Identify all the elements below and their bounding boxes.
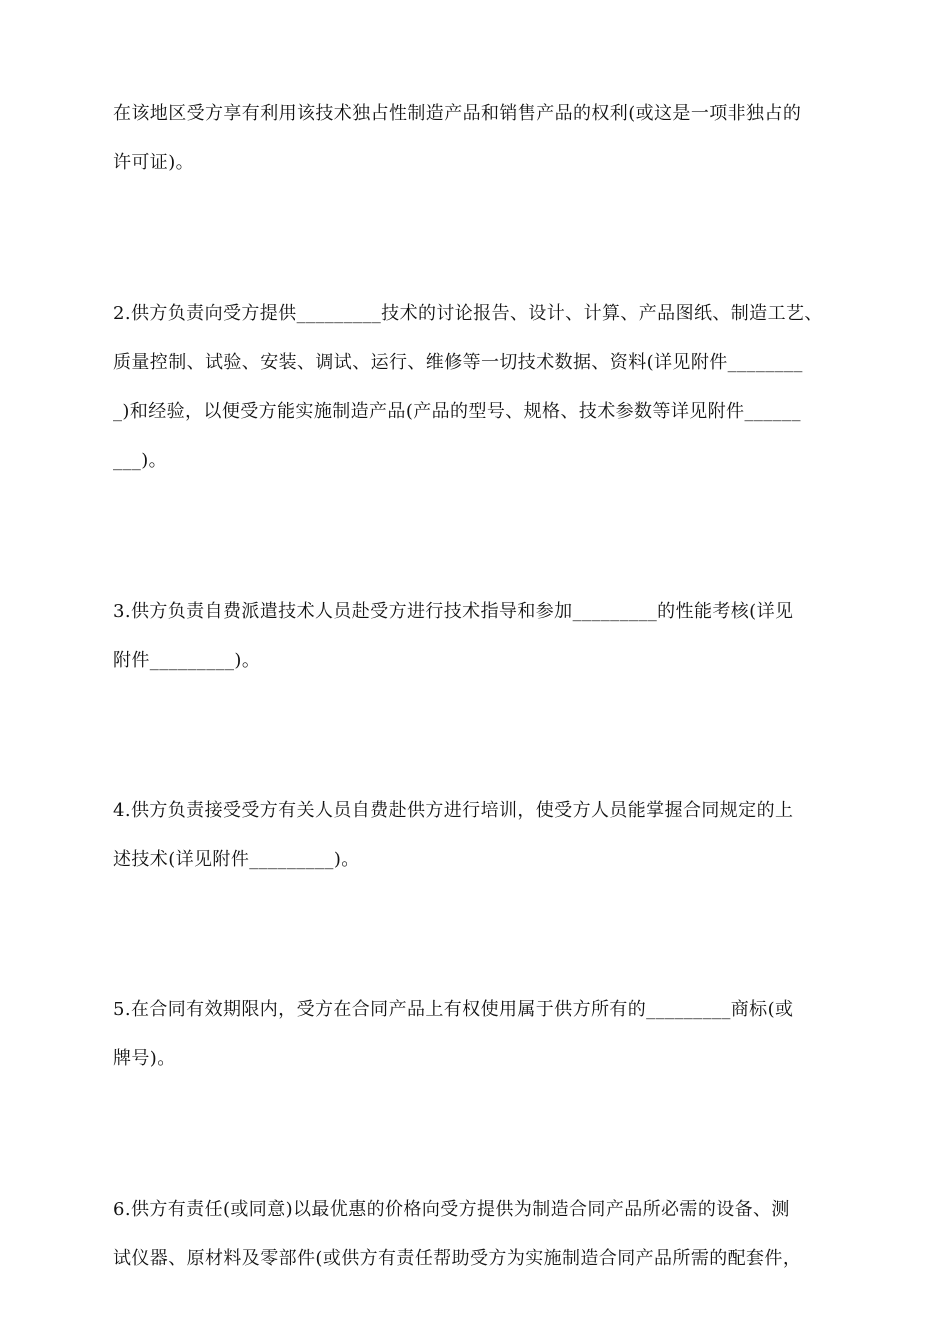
text-line: 牌号)。 bbox=[113, 1048, 176, 1069]
text-line: 许可证)。 bbox=[113, 152, 195, 173]
text-line: 3.供方负责自费派遣技术人员赴受方进行技术指导和参加_________的性能考核(详见 bbox=[113, 601, 794, 622]
text-line: 4.供方负责接受受方有关人员自费赴供方进行培训，使受方人员能掌握合同规定的上 bbox=[113, 800, 794, 821]
text-line: 6.供方有责任(或同意)以最优惠的价格向受方提供为制造合同产品所必需的设备、测 bbox=[113, 1199, 790, 1220]
paragraph-clause-3 bbox=[113, 587, 841, 685]
text-line: 2.供方负责向受方提供_________技术的讨论报告、设计、计算、产品图纸、制造工艺、 bbox=[113, 303, 823, 324]
text-line: ___)。 bbox=[113, 450, 168, 471]
text-line: 在该地区受方享有利用该技术独占性制造产品和销售产品的权利(或这是一项非独占的 bbox=[113, 103, 802, 124]
text-line: 质量控制、试验、安装、调试、运行、维修等一切技术数据、资料(详见附件________ bbox=[113, 352, 803, 373]
text-line: _)和经验，以便受方能实施制造产品(产品的型号、规格、技术参数等详见附件______ bbox=[113, 401, 801, 422]
text-line: 附件_________)。 bbox=[113, 650, 261, 671]
paragraph-clause-6 bbox=[113, 1185, 841, 1283]
paragraph-clause-5 bbox=[113, 985, 841, 1083]
paragraph-clause-4 bbox=[113, 786, 841, 884]
paragraph-exclusive-right bbox=[113, 89, 841, 187]
text-line: 5.在合同有效期限内，受方在合同产品上有权使用属于供方所有的_________商标(或 bbox=[113, 999, 794, 1020]
text-line: 述技术(详见附件_________)。 bbox=[113, 849, 360, 870]
paragraph-clause-2 bbox=[113, 289, 841, 485]
text-line: 试仪器、原材料及零部件(或供方有责任帮助受方为实施制造合同产品所需的配套件， bbox=[113, 1248, 802, 1269]
